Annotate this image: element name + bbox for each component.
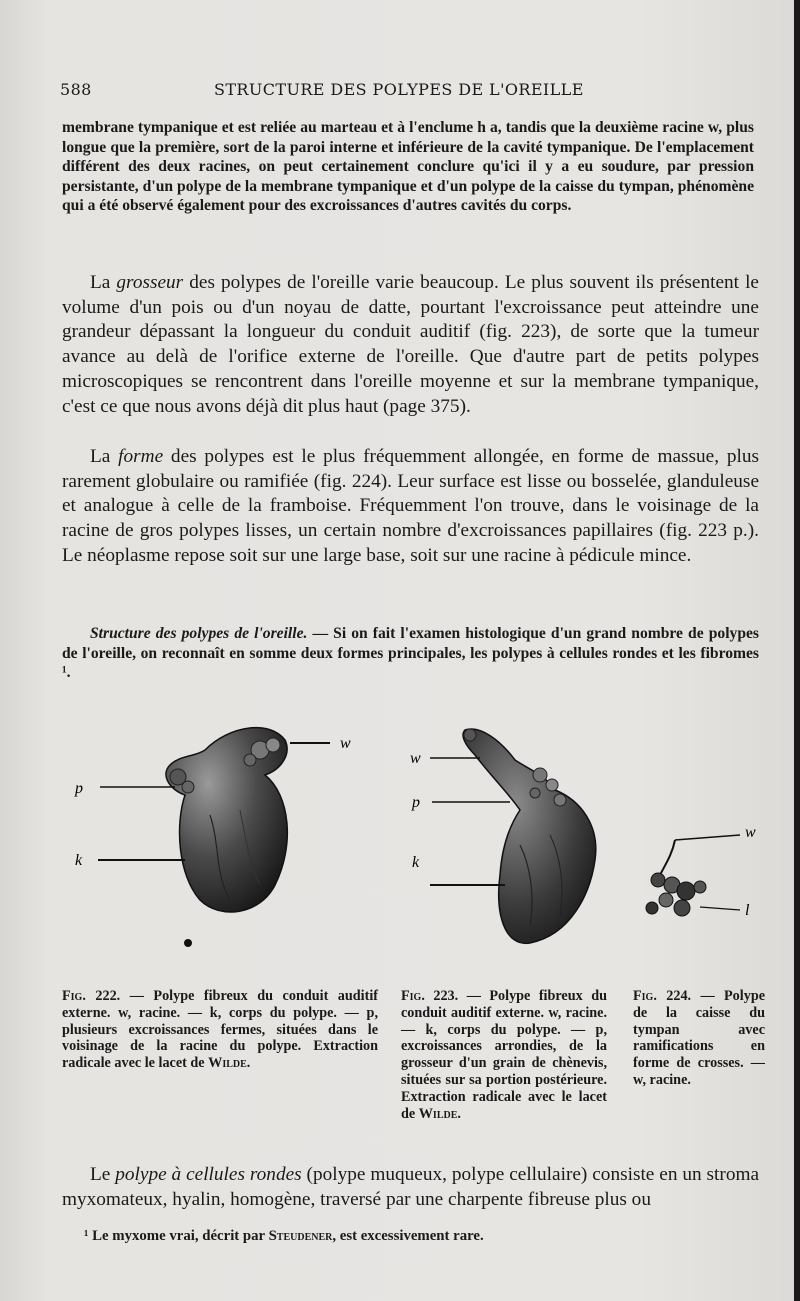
- figure-222-drawing: [98, 728, 330, 947]
- label-w-223: w: [410, 750, 421, 767]
- fig223-number: Fig. 223.: [401, 988, 459, 1004]
- p5-lead: Le: [90, 1164, 116, 1185]
- paragraph-structure: [62, 624, 759, 683]
- label-l-224: l: [745, 902, 750, 919]
- p4-rest: — Si on fait l'examen histologique d'un grand nombre de polypes de l'oreille, on reconnaît en somme deux formes principales, les polypes à cellules rondes et les fibromes ¹.: [62, 625, 759, 682]
- paragraph-1: membrane tympanique et est reliée au marteau et à l'enclume h a, tandis que la deuxième racine w, plus longue que la première, sort de la paroi interne et inférieure de la cavité tympanique. De l'emplacement différent des deux racines, on peut certainement conclure qu'ici il y a eu soudure, par pression persistante, d'un polype de la membrane tympanique et d'un polype de la caisse du tympan, phénomène qui a été observé également pour des excroissances d'autres cavités du corps.: [62, 119, 754, 215]
- p2-em: grosseur: [116, 272, 184, 293]
- footnote-name: Steudener: [268, 1228, 333, 1244]
- fig222-name: Wilde.: [208, 1055, 251, 1072]
- p2-rest: des polypes de l'oreille varie beaucoup. Le plus souvent ils présentent le volume d'un pois ou d'un noyau de datte, pourtant l'excroissance peut atteindre une grandeur dépassant la longueur du conduit auditif (fig. 223), de sorte que la tumeur avance au delà de l'orifice externe de l'oreille. Que d'autre part de petits polypes microscopiques se rencontrent dans l'oreille moyenne et sur la membrane tympanique, c'est ce que nous avons déjà dit plus haut (page 375).: [62, 272, 759, 417]
- footnote-text: ¹ Le myxome vrai, décrit par: [84, 1228, 269, 1244]
- label-w-224: w: [745, 824, 756, 841]
- page-edge: [794, 0, 800, 1301]
- p3-em: forme: [118, 446, 164, 467]
- footnote: [84, 1228, 744, 1245]
- running-header: [60, 80, 750, 102]
- p3-lead: La: [90, 446, 119, 467]
- label-p-223: p: [412, 794, 420, 811]
- caption-fig-223: [401, 988, 607, 1122]
- label-k-222: k: [75, 852, 83, 869]
- fig222-title: — Polype fibreux du conduit auditif externe.: [62, 988, 378, 1021]
- figure-224-drawing: [646, 835, 740, 916]
- p5-rest: (polype muqueux, polype cellulaire) consiste en un stroma myxomateux, hyalin, homogène, traversé par une charpente fibreuse plus ou: [62, 1164, 760, 1210]
- figures-illustration: [60, 715, 760, 955]
- caption-fig-224: [633, 988, 765, 1089]
- p5-em: polype à cellules rondes: [115, 1164, 302, 1185]
- figure-223-drawing: [430, 729, 596, 943]
- fig223-body: w, racine. — k, corps du polype. — p, excroissances arrondies, de la grosseur d'un grain de chènevis, situées sur sa portion postérieure. Extraction radicale avec le lacet de: [401, 1004, 607, 1122]
- fig223-name: Wilde.: [418, 1105, 461, 1122]
- p3-rest: des polypes est le plus fréquemment allongée, en forme de massue, plus rarement globulaire ou ramifiée (fig. 224). Leur surface est lisse ou bosselée, glanduleuse et analogue à celle de la framboise. Fréquemment l'on trouve, dans le voisinage de la racine de gros polypes lisses, un certain nombre d'excroissances papillaires (fig. 223 p.). Le néoplasme repose soit sur une large base, soit sur une racine à pédicule mince.: [62, 446, 759, 566]
- footnote-tail: , est excessivement rare.: [332, 1228, 484, 1244]
- fig224-number: Fig. 224.: [633, 988, 692, 1004]
- fig224-body: — Polype de la caisse du tympan avec ramifications en forme de crosses. — w, racine.: [633, 988, 766, 1088]
- section-heading: Structure des polypes de l'oreille.: [90, 625, 308, 642]
- p2-lead: La: [90, 272, 117, 293]
- paragraph-polype-cellules: [62, 1163, 759, 1212]
- label-k-223: k: [412, 854, 420, 871]
- paragraph-grosseur: [62, 271, 759, 419]
- page-number: 588: [60, 80, 92, 99]
- label-w-222: w: [340, 735, 351, 752]
- fig222-body: w, racine. — k, corps du polype. — p, plusieurs excroissances fermes, situées dans le voisinage de la racine du polype. Extraction radicale avec le lacet de: [62, 1004, 378, 1072]
- paragraph-forme: [62, 445, 759, 569]
- caption-fig-222: [62, 988, 378, 1072]
- label-p-222: p: [75, 780, 83, 797]
- fig223-title: — Polype fibreux du conduit auditif externe.: [401, 988, 607, 1021]
- running-title: STRUCTURE DES POLYPES DE L'OREILLE: [214, 80, 584, 99]
- fig222-number: Fig. 222.: [62, 988, 121, 1004]
